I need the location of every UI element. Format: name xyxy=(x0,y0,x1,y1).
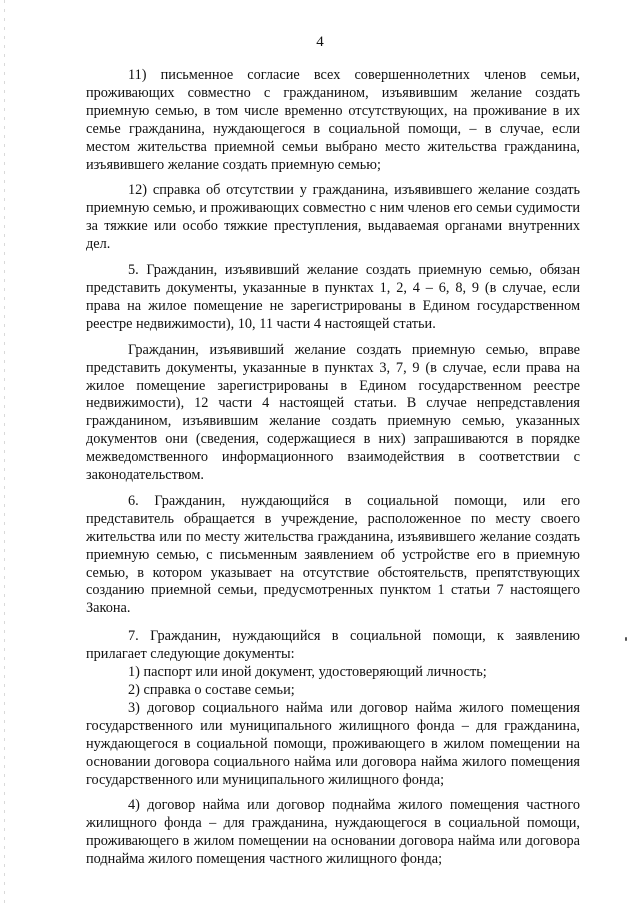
paragraph-part-5: 5. Гражданин, изъявивший желание создать приемную семью, обязан представить документы, указанные в пунктах 1, 2, 4 – 6, 8, 9 (в случае, если права на жилое помещение не зарегистрированы в Едином государственном реестре недвижимости), 10, 11 части 4 настоящей статьи. xyxy=(86,262,580,332)
paragraph-part-5-optional-docs: Гражданин, изъявивший желание создать приемную семью, вправе представить документы, указанные в пунктах 3, 7, 9 (в случае, если права на жилое помещение зарегистрированы в Едином государственном реестре недвижимости), 12 части 4 настоящей статьи. В случае непредставления гражданином, изъявившим желание создать приемную семью, указанных документов они (сведения, содержащиеся в них) запрашиваются в порядке межведомственного информационного взаимодействия в соответствии с законодательством. xyxy=(86,341,580,484)
page-number: 4 xyxy=(316,34,324,50)
scan-edge-artifact xyxy=(4,0,5,905)
document-body xyxy=(86,67,580,869)
list-item-passport: 1) паспорт или иной документ, удостоверяющий личность; xyxy=(128,664,487,681)
paragraph-part-6: 6. Гражданин, нуждающийся в социальной помощи, или его представитель обращается в учреждение, расположенное по месту своего жительства или по месту жительства гражданина, изъявившего желание создать приемную семью, с письменным заявлением об устройстве его в приемную семью, в котором указывает на отсутствие обстоятельств, препятствующих созданию приемной семьи, предусмотренных пунктом 1 статьи 7 настоящего Закона. xyxy=(86,492,580,617)
paragraph-item-11: 11) письменное согласие всех совершеннолетних членов семьи, проживающих совместно с гражданином, изъявившим желание создать приемную семью, в том числе временно отсутствующих, на проживание в их семье гражданина, нуждающегося в социальной помощи, – в случае, если местом жительства приемной семьи выбрано место жительства гражданина, изъявившего желание создать приемную семью; xyxy=(86,67,580,173)
paragraph-item-12: 12) справка об отсутствии у гражданина, изъявившего желание создать приемную семью, и проживающих совместно с ним членов его семьи судимости за тяжкие или особо тяжкие преступления, выдаваемая органами внутренних дел. xyxy=(86,182,580,253)
scan-speck xyxy=(625,637,627,641)
list-item-family-certificate: 2) справка о составе семьи; xyxy=(128,682,295,698)
list-item-social-lease: 3) договор социального найма или договор найма жилого помещения государственного или муниципального жилищного фонда – для гражданина, нуждающегося в социальной помощи, проживающего в жилом помещении на основании договора социального найма или договора найма жилого помещения государственного или муниципального жилищного фонда; xyxy=(86,699,580,788)
paragraph-part-7: 7. Гражданин, нуждающийся в социальной помощи, к заявлению прилагает следующие документы: xyxy=(86,628,580,663)
list-item-private-lease: 4) договор найма или договор поднайма жилого помещения частного жилищного фонда – для гражданина, нуждающегося в социальной помощи, проживающего в жилом помещении на основании договора найма или договора поднайма жилого помещения частного жилищного фонда; xyxy=(86,797,580,868)
